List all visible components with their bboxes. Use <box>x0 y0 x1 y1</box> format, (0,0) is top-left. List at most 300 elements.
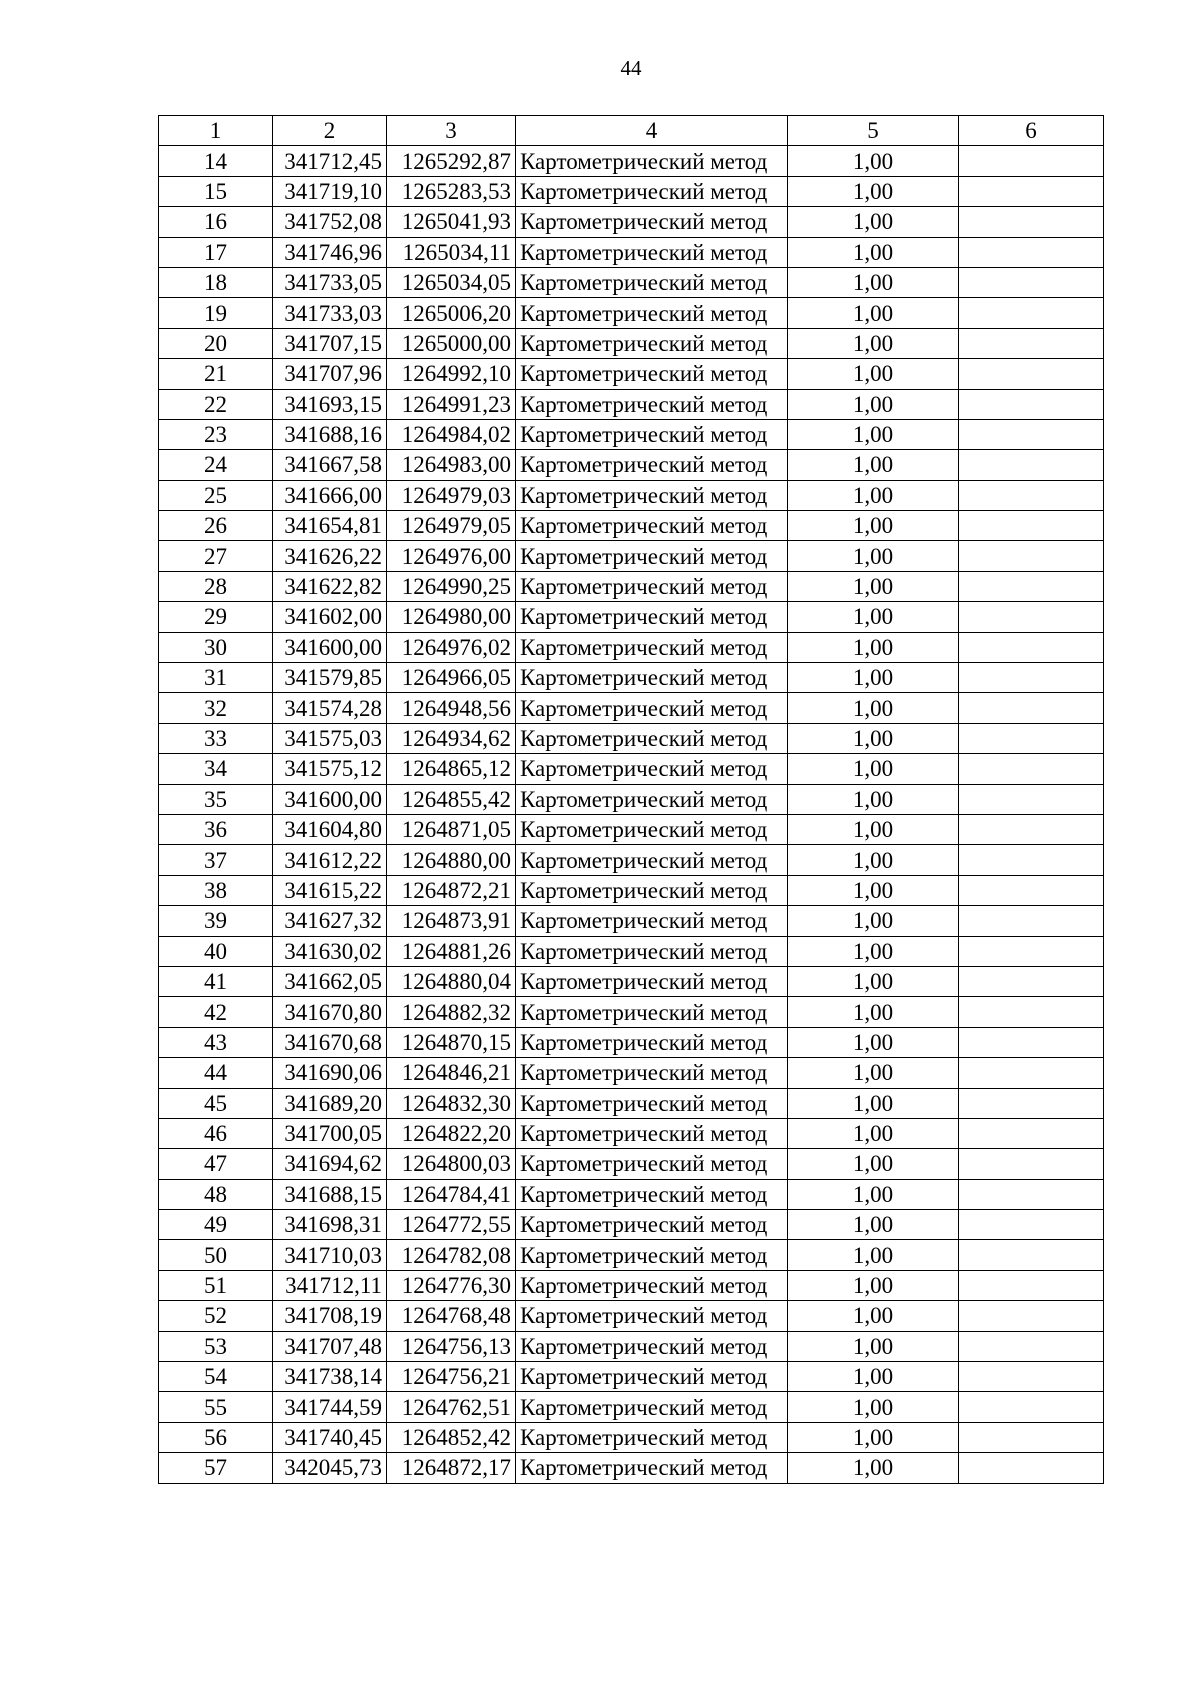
y-coordinate-cell: 1265292,87 <box>387 146 516 176</box>
table-row <box>159 1179 1104 1209</box>
note-cell <box>959 1270 1104 1300</box>
note-cell <box>959 1088 1104 1118</box>
table-row <box>159 602 1104 632</box>
point-number-cell: 27 <box>159 541 273 571</box>
y-coordinate-cell: 1264762,51 <box>387 1392 516 1422</box>
accuracy-cell: 1,00 <box>788 450 959 480</box>
note-cell <box>959 1210 1104 1240</box>
point-number-cell: 34 <box>159 754 273 784</box>
point-number-cell: 44 <box>159 1058 273 1088</box>
x-coordinate-cell: 341746,96 <box>273 237 387 267</box>
accuracy-cell: 1,00 <box>788 1270 959 1300</box>
point-number-cell: 31 <box>159 663 273 693</box>
y-coordinate-cell: 1264800,03 <box>387 1149 516 1179</box>
point-number-cell: 40 <box>159 936 273 966</box>
accuracy-cell: 1,00 <box>788 1088 959 1118</box>
x-coordinate-cell: 341707,48 <box>273 1331 387 1361</box>
accuracy-cell: 1,00 <box>788 1331 959 1361</box>
y-coordinate-cell: 1264990,25 <box>387 571 516 601</box>
y-coordinate-cell: 1264873,91 <box>387 906 516 936</box>
table-row <box>159 845 1104 875</box>
point-number-cell: 29 <box>159 602 273 632</box>
accuracy-cell: 1,00 <box>788 237 959 267</box>
method-cell: Картометрический метод <box>516 1149 788 1179</box>
table-row <box>159 419 1104 449</box>
accuracy-cell: 1,00 <box>788 359 959 389</box>
note-cell <box>959 997 1104 1027</box>
x-coordinate-cell: 341694,62 <box>273 1149 387 1179</box>
x-coordinate-cell: 341733,05 <box>273 267 387 297</box>
method-cell: Картометрический метод <box>516 632 788 662</box>
note-cell <box>959 176 1104 206</box>
note-cell <box>959 1118 1104 1148</box>
method-cell: Картометрический метод <box>516 511 788 541</box>
note-cell <box>959 1301 1104 1331</box>
method-cell: Картометрический метод <box>516 693 788 723</box>
accuracy-cell: 1,00 <box>788 784 959 814</box>
x-coordinate-cell: 341733,03 <box>273 298 387 328</box>
table-row <box>159 1270 1104 1300</box>
method-cell: Картометрический метод <box>516 1027 788 1057</box>
y-coordinate-cell: 1264979,05 <box>387 511 516 541</box>
x-coordinate-cell: 341707,96 <box>273 359 387 389</box>
note-cell <box>959 419 1104 449</box>
accuracy-cell: 1,00 <box>788 1422 959 1452</box>
accuracy-cell: 1,00 <box>788 1149 959 1179</box>
point-number-cell: 24 <box>159 450 273 480</box>
coordinates-table <box>158 115 1104 1484</box>
table-row <box>159 663 1104 693</box>
note-cell <box>959 1392 1104 1422</box>
point-number-cell: 39 <box>159 906 273 936</box>
method-cell: Картометрический метод <box>516 237 788 267</box>
note-cell <box>959 328 1104 358</box>
x-coordinate-cell: 341666,00 <box>273 480 387 510</box>
point-number-cell: 25 <box>159 480 273 510</box>
note-cell <box>959 936 1104 966</box>
table-row <box>159 450 1104 480</box>
note-cell <box>959 906 1104 936</box>
table-row <box>159 784 1104 814</box>
table-row <box>159 541 1104 571</box>
table-row <box>159 1088 1104 1118</box>
x-coordinate-cell: 341615,22 <box>273 875 387 905</box>
table-row <box>159 146 1104 176</box>
x-coordinate-cell: 341752,08 <box>273 207 387 237</box>
x-coordinate-cell: 341698,31 <box>273 1210 387 1240</box>
method-cell: Картометрический метод <box>516 571 788 601</box>
y-coordinate-cell: 1264966,05 <box>387 663 516 693</box>
note-cell <box>959 875 1104 905</box>
x-coordinate-cell: 341693,15 <box>273 389 387 419</box>
accuracy-cell: 1,00 <box>788 632 959 662</box>
point-number-cell: 17 <box>159 237 273 267</box>
method-cell: Картометрический метод <box>516 1058 788 1088</box>
method-cell: Картометрический метод <box>516 1301 788 1331</box>
method-cell: Картометрический метод <box>516 328 788 358</box>
x-coordinate-cell: 341700,05 <box>273 1118 387 1148</box>
method-cell: Картометрический метод <box>516 784 788 814</box>
point-number-cell: 46 <box>159 1118 273 1148</box>
point-number-cell: 20 <box>159 328 273 358</box>
table-row <box>159 906 1104 936</box>
point-number-cell: 43 <box>159 1027 273 1057</box>
header-col-3: 3 <box>387 116 516 146</box>
point-number-cell: 50 <box>159 1240 273 1270</box>
table-row <box>159 267 1104 297</box>
y-coordinate-cell: 1264934,62 <box>387 723 516 753</box>
x-coordinate-cell: 341670,68 <box>273 1027 387 1057</box>
method-cell: Картометрический метод <box>516 1392 788 1422</box>
point-number-cell: 35 <box>159 784 273 814</box>
accuracy-cell: 1,00 <box>788 1210 959 1240</box>
point-number-cell: 16 <box>159 207 273 237</box>
y-coordinate-cell: 1264881,26 <box>387 936 516 966</box>
x-coordinate-cell: 341744,59 <box>273 1392 387 1422</box>
accuracy-cell: 1,00 <box>788 176 959 206</box>
table-row <box>159 1331 1104 1361</box>
x-coordinate-cell: 341690,06 <box>273 1058 387 1088</box>
method-cell: Картометрический метод <box>516 754 788 784</box>
table-row <box>159 571 1104 601</box>
y-coordinate-cell: 1264756,13 <box>387 1331 516 1361</box>
method-cell: Картометрический метод <box>516 723 788 753</box>
table-row <box>159 693 1104 723</box>
accuracy-cell: 1,00 <box>788 1118 959 1148</box>
note-cell <box>959 1362 1104 1392</box>
point-number-cell: 33 <box>159 723 273 753</box>
point-number-cell: 21 <box>159 359 273 389</box>
accuracy-cell: 1,00 <box>788 602 959 632</box>
table-row <box>159 298 1104 328</box>
note-cell <box>959 693 1104 723</box>
note-cell <box>959 1058 1104 1088</box>
note-cell <box>959 298 1104 328</box>
note-cell <box>959 571 1104 601</box>
point-number-cell: 23 <box>159 419 273 449</box>
y-coordinate-cell: 1264983,00 <box>387 450 516 480</box>
point-number-cell: 54 <box>159 1362 273 1392</box>
table-row <box>159 814 1104 844</box>
method-cell: Картометрический метод <box>516 1331 788 1361</box>
x-coordinate-cell: 341627,32 <box>273 906 387 936</box>
x-coordinate-cell: 341574,28 <box>273 693 387 723</box>
y-coordinate-cell: 1265283,53 <box>387 176 516 206</box>
method-cell: Картометрический метод <box>516 663 788 693</box>
accuracy-cell: 1,00 <box>788 1362 959 1392</box>
table-row <box>159 328 1104 358</box>
x-coordinate-cell: 341575,03 <box>273 723 387 753</box>
x-coordinate-cell: 342045,73 <box>273 1453 387 1483</box>
y-coordinate-cell: 1264865,12 <box>387 754 516 784</box>
x-coordinate-cell: 341604,80 <box>273 814 387 844</box>
point-number-cell: 26 <box>159 511 273 541</box>
y-coordinate-cell: 1264872,21 <box>387 875 516 905</box>
x-coordinate-cell: 341688,16 <box>273 419 387 449</box>
accuracy-cell: 1,00 <box>788 875 959 905</box>
point-number-cell: 55 <box>159 1392 273 1422</box>
y-coordinate-cell: 1264870,15 <box>387 1027 516 1057</box>
table-row <box>159 936 1104 966</box>
note-cell <box>959 1240 1104 1270</box>
x-coordinate-cell: 341740,45 <box>273 1422 387 1452</box>
y-coordinate-cell: 1264772,55 <box>387 1210 516 1240</box>
x-coordinate-cell: 341602,00 <box>273 602 387 632</box>
note-cell <box>959 267 1104 297</box>
y-coordinate-cell: 1265000,00 <box>387 328 516 358</box>
page-number: 44 <box>620 56 642 80</box>
y-coordinate-cell: 1264948,56 <box>387 693 516 723</box>
y-coordinate-cell: 1264984,02 <box>387 419 516 449</box>
y-coordinate-cell: 1264832,30 <box>387 1088 516 1118</box>
x-coordinate-cell: 341707,15 <box>273 328 387 358</box>
note-cell <box>959 663 1104 693</box>
note-cell <box>959 1453 1104 1483</box>
method-cell: Картометрический метод <box>516 176 788 206</box>
header-row <box>159 116 1104 146</box>
x-coordinate-cell: 341622,82 <box>273 571 387 601</box>
accuracy-cell: 1,00 <box>788 207 959 237</box>
table-row <box>159 966 1104 996</box>
accuracy-cell: 1,00 <box>788 1240 959 1270</box>
y-coordinate-cell: 1264992,10 <box>387 359 516 389</box>
x-coordinate-cell: 341579,85 <box>273 663 387 693</box>
note-cell <box>959 541 1104 571</box>
method-cell: Картометрический метод <box>516 1210 788 1240</box>
method-cell: Картометрический метод <box>516 1088 788 1118</box>
table-row <box>159 723 1104 753</box>
x-coordinate-cell: 341710,03 <box>273 1240 387 1270</box>
x-coordinate-cell: 341708,19 <box>273 1301 387 1331</box>
y-coordinate-cell: 1264768,48 <box>387 1301 516 1331</box>
y-coordinate-cell: 1264776,30 <box>387 1270 516 1300</box>
table-row <box>159 176 1104 206</box>
table-row <box>159 1210 1104 1240</box>
table-row <box>159 632 1104 662</box>
point-number-cell: 48 <box>159 1179 273 1209</box>
note-cell <box>959 146 1104 176</box>
table-row <box>159 997 1104 1027</box>
accuracy-cell: 1,00 <box>788 480 959 510</box>
note-cell <box>959 1027 1104 1057</box>
note-cell <box>959 207 1104 237</box>
point-number-cell: 32 <box>159 693 273 723</box>
y-coordinate-cell: 1264976,02 <box>387 632 516 662</box>
point-number-cell: 49 <box>159 1210 273 1240</box>
table-row <box>159 1118 1104 1148</box>
method-cell: Картометрический метод <box>516 602 788 632</box>
point-number-cell: 15 <box>159 176 273 206</box>
point-number-cell: 22 <box>159 389 273 419</box>
method-cell: Картометрический метод <box>516 419 788 449</box>
x-coordinate-cell: 341630,02 <box>273 936 387 966</box>
table-row <box>159 480 1104 510</box>
table-row <box>159 359 1104 389</box>
accuracy-cell: 1,00 <box>788 845 959 875</box>
x-coordinate-cell: 341662,05 <box>273 966 387 996</box>
accuracy-cell: 1,00 <box>788 328 959 358</box>
accuracy-cell: 1,00 <box>788 298 959 328</box>
y-coordinate-cell: 1264880,04 <box>387 966 516 996</box>
header-col-5: 5 <box>788 116 959 146</box>
accuracy-cell: 1,00 <box>788 511 959 541</box>
y-coordinate-cell: 1265006,20 <box>387 298 516 328</box>
method-cell: Картометрический метод <box>516 1422 788 1452</box>
method-cell: Картометрический метод <box>516 814 788 844</box>
accuracy-cell: 1,00 <box>788 936 959 966</box>
y-coordinate-cell: 1264822,20 <box>387 1118 516 1148</box>
accuracy-cell: 1,00 <box>788 814 959 844</box>
accuracy-cell: 1,00 <box>788 1058 959 1088</box>
y-coordinate-cell: 1264979,03 <box>387 480 516 510</box>
accuracy-cell: 1,00 <box>788 754 959 784</box>
point-number-cell: 30 <box>159 632 273 662</box>
table-body <box>159 146 1104 1483</box>
table-row <box>159 389 1104 419</box>
method-cell: Картометрический метод <box>516 936 788 966</box>
method-cell: Картометрический метод <box>516 1270 788 1300</box>
y-coordinate-cell: 1264882,32 <box>387 997 516 1027</box>
x-coordinate-cell: 341600,00 <box>273 632 387 662</box>
y-coordinate-cell: 1265034,11 <box>387 237 516 267</box>
accuracy-cell: 1,00 <box>788 997 959 1027</box>
point-number-cell: 36 <box>159 814 273 844</box>
y-coordinate-cell: 1264852,42 <box>387 1422 516 1452</box>
x-coordinate-cell: 341612,22 <box>273 845 387 875</box>
y-coordinate-cell: 1265041,93 <box>387 207 516 237</box>
point-number-cell: 28 <box>159 571 273 601</box>
accuracy-cell: 1,00 <box>788 1179 959 1209</box>
header-col-4: 4 <box>516 116 788 146</box>
method-cell: Картометрический метод <box>516 389 788 419</box>
method-cell: Картометрический метод <box>516 1362 788 1392</box>
y-coordinate-cell: 1264846,21 <box>387 1058 516 1088</box>
x-coordinate-cell: 341654,81 <box>273 511 387 541</box>
accuracy-cell: 1,00 <box>788 571 959 601</box>
note-cell <box>959 389 1104 419</box>
y-coordinate-cell: 1264880,00 <box>387 845 516 875</box>
accuracy-cell: 1,00 <box>788 1301 959 1331</box>
point-number-cell: 51 <box>159 1270 273 1300</box>
table-row <box>159 1453 1104 1483</box>
table-row <box>159 1422 1104 1452</box>
point-number-cell: 41 <box>159 966 273 996</box>
x-coordinate-cell: 341600,00 <box>273 784 387 814</box>
point-number-cell: 57 <box>159 1453 273 1483</box>
x-coordinate-cell: 341575,12 <box>273 754 387 784</box>
accuracy-cell: 1,00 <box>788 419 959 449</box>
y-coordinate-cell: 1264872,17 <box>387 1453 516 1483</box>
x-coordinate-cell: 341670,80 <box>273 997 387 1027</box>
point-number-cell: 19 <box>159 298 273 328</box>
point-number-cell: 18 <box>159 267 273 297</box>
point-number-cell: 52 <box>159 1301 273 1331</box>
table-row <box>159 1149 1104 1179</box>
header-col-1: 1 <box>159 116 273 146</box>
method-cell: Картометрический метод <box>516 541 788 571</box>
point-number-cell: 45 <box>159 1088 273 1118</box>
table-row <box>159 875 1104 905</box>
accuracy-cell: 1,00 <box>788 663 959 693</box>
y-coordinate-cell: 1264855,42 <box>387 784 516 814</box>
accuracy-cell: 1,00 <box>788 966 959 996</box>
method-cell: Картометрический метод <box>516 966 788 996</box>
point-number-cell: 53 <box>159 1331 273 1361</box>
y-coordinate-cell: 1264980,00 <box>387 602 516 632</box>
note-cell <box>959 480 1104 510</box>
accuracy-cell: 1,00 <box>788 1392 959 1422</box>
table-row <box>159 237 1104 267</box>
accuracy-cell: 1,00 <box>788 1453 959 1483</box>
note-cell <box>959 1179 1104 1209</box>
method-cell: Картометрический метод <box>516 146 788 176</box>
note-cell <box>959 359 1104 389</box>
x-coordinate-cell: 341719,10 <box>273 176 387 206</box>
note-cell <box>959 237 1104 267</box>
y-coordinate-cell: 1265034,05 <box>387 267 516 297</box>
x-coordinate-cell: 341688,15 <box>273 1179 387 1209</box>
method-cell: Картометрический метод <box>516 1118 788 1148</box>
table-row <box>159 1027 1104 1057</box>
method-cell: Картометрический метод <box>516 267 788 297</box>
method-cell: Картометрический метод <box>516 359 788 389</box>
x-coordinate-cell: 341738,14 <box>273 1362 387 1392</box>
accuracy-cell: 1,00 <box>788 693 959 723</box>
note-cell <box>959 1149 1104 1179</box>
accuracy-cell: 1,00 <box>788 389 959 419</box>
y-coordinate-cell: 1264871,05 <box>387 814 516 844</box>
method-cell: Картометрический метод <box>516 1179 788 1209</box>
y-coordinate-cell: 1264756,21 <box>387 1362 516 1392</box>
point-number-cell: 37 <box>159 845 273 875</box>
note-cell <box>959 1331 1104 1361</box>
header-col-2: 2 <box>273 116 387 146</box>
note-cell <box>959 784 1104 814</box>
table-row <box>159 1240 1104 1270</box>
note-cell <box>959 966 1104 996</box>
point-number-cell: 47 <box>159 1149 273 1179</box>
point-number-cell: 38 <box>159 875 273 905</box>
table-row <box>159 1392 1104 1422</box>
x-coordinate-cell: 341712,45 <box>273 146 387 176</box>
note-cell <box>959 450 1104 480</box>
accuracy-cell: 1,00 <box>788 146 959 176</box>
table-row <box>159 754 1104 784</box>
note-cell <box>959 723 1104 753</box>
method-cell: Картометрический метод <box>516 298 788 328</box>
accuracy-cell: 1,00 <box>788 267 959 297</box>
note-cell <box>959 511 1104 541</box>
method-cell: Картометрический метод <box>516 875 788 905</box>
note-cell <box>959 814 1104 844</box>
y-coordinate-cell: 1264991,23 <box>387 389 516 419</box>
accuracy-cell: 1,00 <box>788 906 959 936</box>
method-cell: Картометрический метод <box>516 997 788 1027</box>
method-cell: Картометрический метод <box>516 207 788 237</box>
note-cell <box>959 1422 1104 1452</box>
header-col-6: 6 <box>959 116 1104 146</box>
point-number-cell: 42 <box>159 997 273 1027</box>
note-cell <box>959 632 1104 662</box>
table-row <box>159 1362 1104 1392</box>
accuracy-cell: 1,00 <box>788 723 959 753</box>
method-cell: Картометрический метод <box>516 450 788 480</box>
table-row <box>159 511 1104 541</box>
method-cell: Картометрический метод <box>516 845 788 875</box>
method-cell: Картометрический метод <box>516 906 788 936</box>
point-number-cell: 14 <box>159 146 273 176</box>
x-coordinate-cell: 341712,11 <box>273 1270 387 1300</box>
